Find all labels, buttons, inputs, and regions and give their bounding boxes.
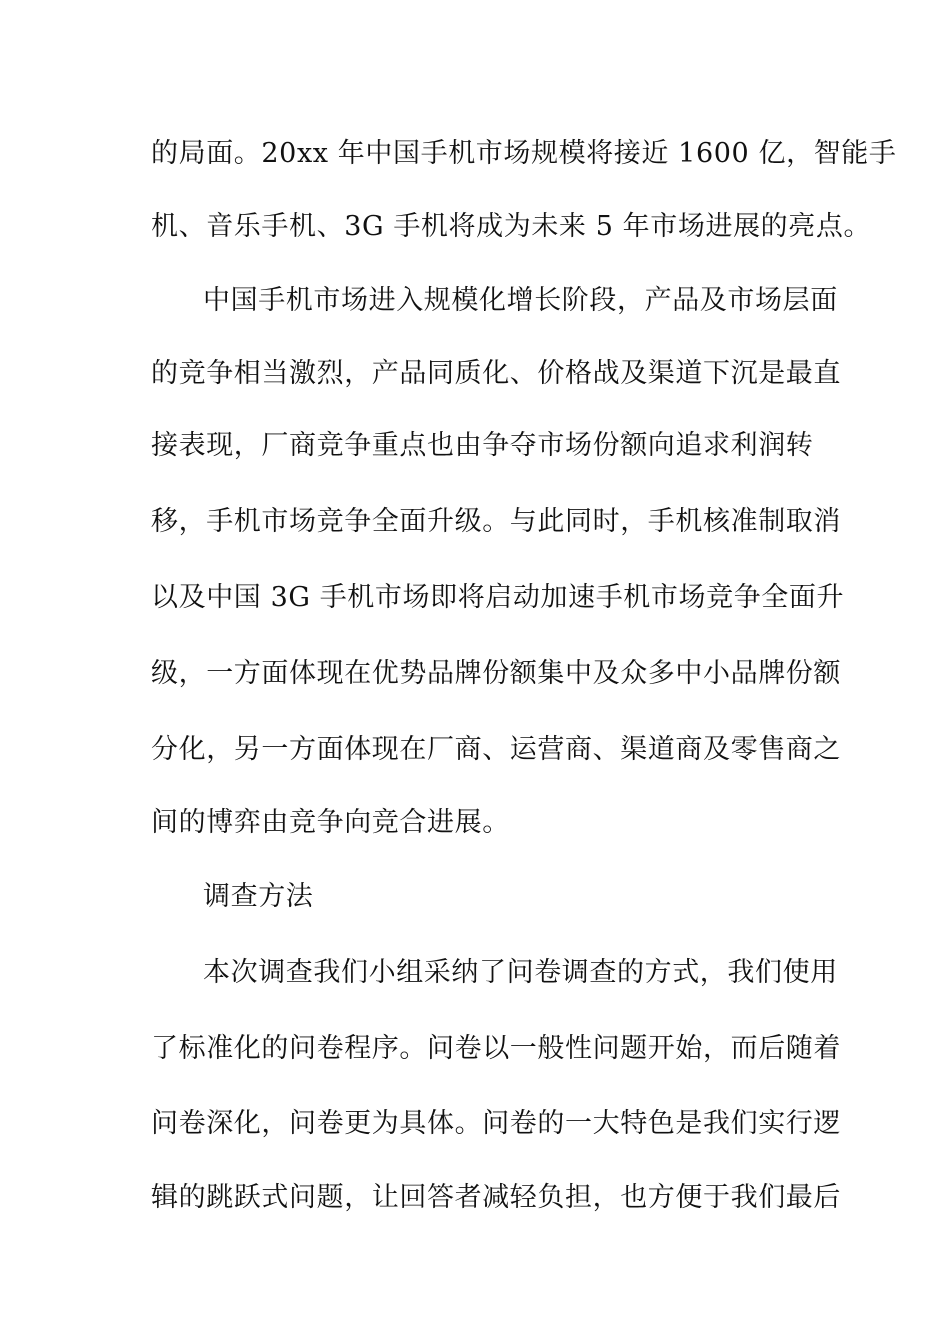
- paragraph-line: 移，手机市场竞争全面升级。与此同时，手机核准制取消: [151, 506, 841, 537]
- paragraph-line: 以及中国 3G 手机市场即将启动加速手机市场竞争全面升: [151, 582, 845, 613]
- paragraph-line: 的竞争相当激烈，产品同质化、价格战及渠道下沉是最直: [151, 358, 841, 389]
- paragraph-line: 辑的跳跃式问题，让回答者减轻负担，也方便于我们最后: [151, 1182, 841, 1213]
- paragraph-line: 机、音乐手机、3G 手机将成为未来 5 年市场进展的亮点。: [151, 211, 872, 242]
- paragraph-line: 的局面。20xx 年中国手机市场规模将接近 1600 亿，智能手: [151, 138, 897, 169]
- paragraph-line: 接表现，厂商竞争重点也由争夺市场份额向追求利润转: [151, 430, 814, 461]
- paragraph-line: 级，一方面体现在优势品牌份额集中及众多中小品牌份额: [151, 658, 841, 689]
- paragraph-line: 问卷深化，问卷更为具体。问卷的一大特色是我们实行逻: [151, 1108, 841, 1139]
- paragraph-line: 本次调查我们小组采纳了问卷调查的方式，我们使用: [203, 957, 838, 988]
- paragraph-line: 分化，另一方面体现在厂商、运营商、渠道商及零售商之: [151, 734, 841, 765]
- paragraph-line: 了标准化的问卷程序。问卷以一般性问题开始，而后随着: [151, 1033, 841, 1064]
- section-heading: 调查方法: [203, 881, 314, 912]
- paragraph-line: 间的博弈由竞争向竞合进展。: [151, 807, 510, 838]
- paragraph-line: 中国手机市场进入规模化增长阶段，产品及市场层面: [203, 285, 838, 316]
